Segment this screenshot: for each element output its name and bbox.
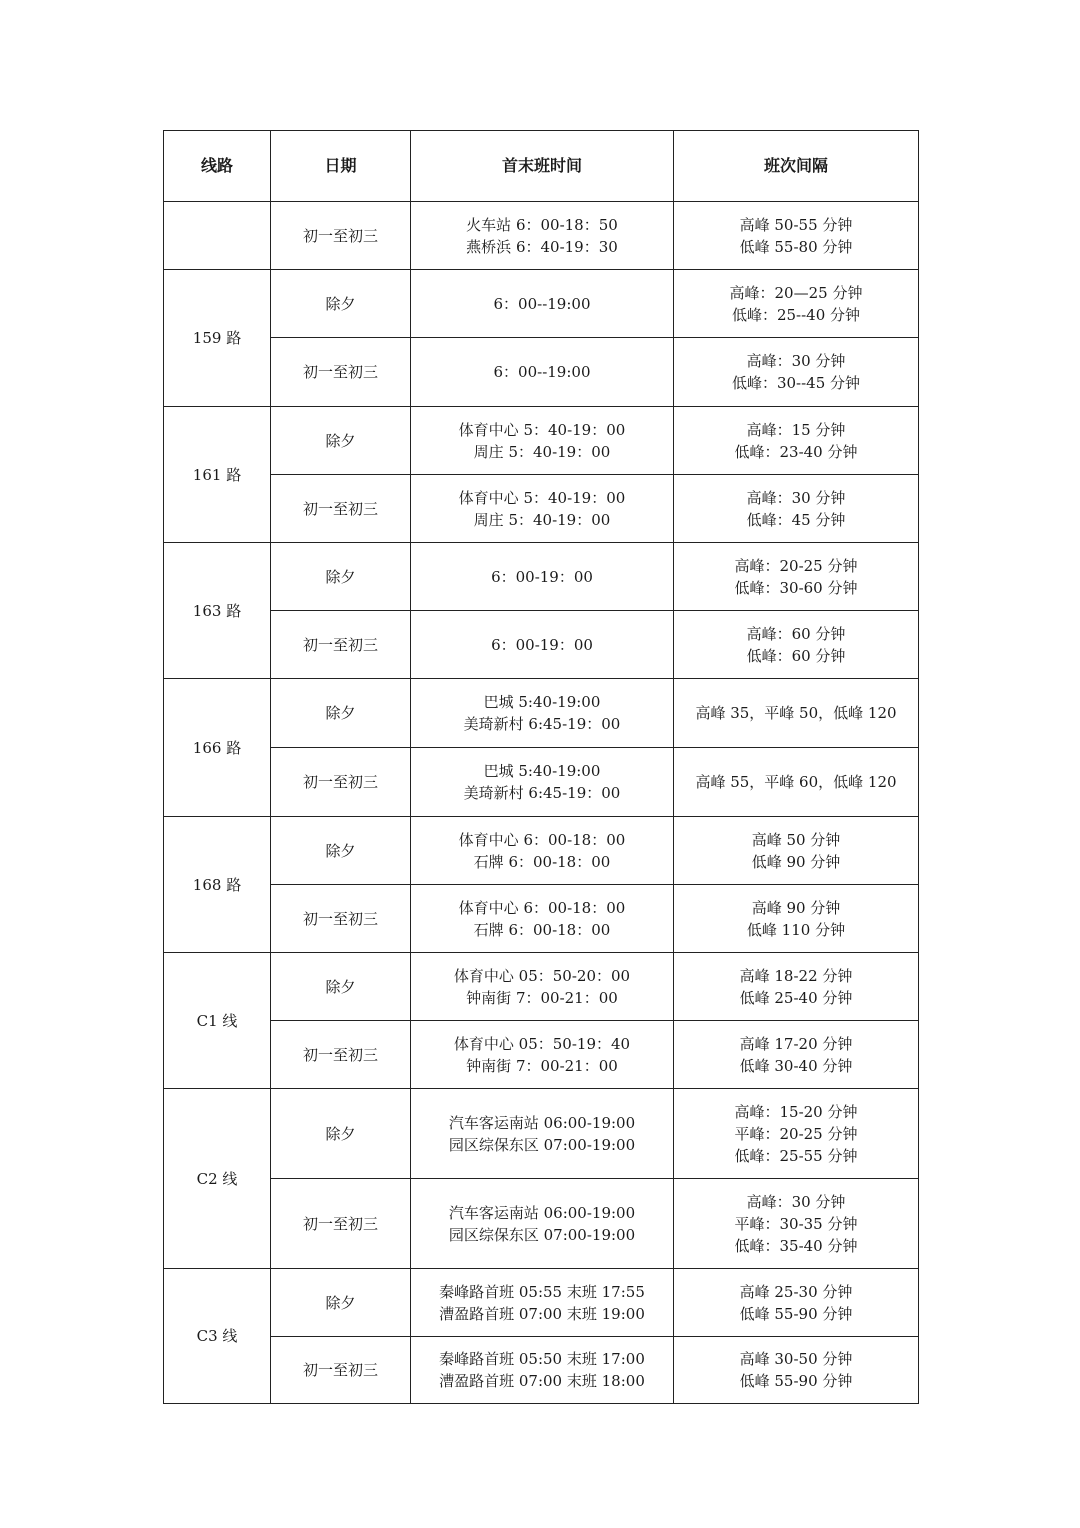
interval-line: 平峰：30-35 分钟 (734, 1214, 858, 1233)
interval-line: 低峰 55-90 分钟 (739, 1372, 853, 1390)
date-cell: 除夕 (271, 1269, 411, 1337)
interval-line: 高峰：60 分钟 (746, 624, 846, 643)
table-row (164, 1021, 919, 1089)
date-cell: 除夕 (271, 679, 411, 748)
route-cell: 161 路 (164, 407, 271, 543)
interval-cell (674, 953, 919, 1021)
table-row (164, 611, 919, 679)
times-line: 漕盈路首班 07:00 末班 19:00 (439, 1304, 645, 1323)
times-line: 体育中心 05：50-20：00 (453, 966, 631, 985)
interval-line: 低峰 110 分钟 (746, 920, 846, 939)
interval-cell (674, 748, 919, 817)
route-cell: C2 线 (164, 1089, 271, 1269)
times-line: 钟南街 7：00-21：00 (466, 1056, 618, 1075)
interval-line: 低峰：35-40 分钟 (734, 1236, 858, 1255)
date-cell: 除夕 (271, 270, 411, 338)
table-row (164, 817, 919, 885)
route-cell: 168 路 (164, 817, 271, 953)
table-header-row (164, 131, 919, 202)
date-cell: 初一至初三 (271, 338, 411, 407)
date-cell: 初一至初三 (271, 611, 411, 679)
times-cell (411, 953, 674, 1021)
interval-line: 高峰 25-30 分钟 (739, 1282, 853, 1301)
times-line: 石牌 6：00-18：00 (473, 920, 611, 939)
interval-cell (674, 202, 919, 270)
table-row (164, 202, 919, 270)
interval-line: 高峰 90 分钟 (751, 898, 841, 917)
times-line: 巴城 5:40-19:00 (483, 762, 601, 780)
header-times: 首末班时间 (411, 131, 674, 202)
table-row (164, 543, 919, 611)
interval-line: 高峰：30 分钟 (746, 1192, 846, 1211)
date-cell: 除夕 (271, 817, 411, 885)
bus-schedule-table (163, 130, 919, 1404)
table-row (164, 1337, 919, 1404)
date-cell: 初一至初三 (271, 1179, 411, 1269)
interval-line: 低峰：23-40 分钟 (734, 442, 858, 461)
header-date: 日期 (271, 131, 411, 202)
times-line: 6：00--19:00 (493, 363, 591, 381)
times-line: 燕桥浜 6：40-19：30 (466, 237, 618, 256)
table-row (164, 679, 919, 748)
times-line: 钟南街 7：00-21：00 (466, 988, 618, 1007)
times-line: 美琦新村 6:45-19：00 (463, 715, 621, 733)
interval-cell (674, 543, 919, 611)
times-cell (411, 475, 674, 543)
table-row (164, 475, 919, 543)
times-line: 火车站 6：00-18：50 (466, 215, 618, 234)
times-cell (411, 270, 674, 338)
date-cell: 除夕 (271, 407, 411, 475)
date-cell: 除夕 (271, 543, 411, 611)
times-cell (411, 1089, 674, 1179)
times-cell (411, 1179, 674, 1269)
interval-line: 高峰 50 分钟 (751, 830, 841, 849)
interval-line: 高峰 50-55 分钟 (739, 215, 853, 234)
table-row (164, 1179, 919, 1269)
interval-line: 高峰：30 分钟 (746, 352, 846, 370)
interval-line: 高峰：30 分钟 (746, 488, 846, 507)
times-line: 体育中心 05：50-19：40 (453, 1034, 631, 1053)
date-cell: 初一至初三 (271, 475, 411, 543)
interval-line: 平峰：20-25 分钟 (734, 1124, 858, 1143)
times-line: 汽车客运南站 06:00-19:00 (448, 1113, 636, 1132)
times-cell (411, 748, 674, 817)
table-row (164, 885, 919, 953)
interval-cell (674, 885, 919, 953)
times-line: 园区综保东区 07:00-19:00 (448, 1225, 636, 1244)
interval-cell (674, 1269, 919, 1337)
table-row (164, 270, 919, 338)
interval-line: 低峰 30-40 分钟 (739, 1056, 853, 1075)
times-line: 漕盈路首班 07:00 末班 18:00 (439, 1372, 645, 1390)
header-interval: 班次间隔 (674, 131, 919, 202)
table-row (164, 1089, 919, 1179)
header-route: 线路 (164, 131, 271, 202)
table-row (164, 748, 919, 817)
times-line: 周庄 5：40-19：00 (473, 442, 611, 461)
table-row (164, 1269, 919, 1337)
interval-line: 高峰 30-50 分钟 (739, 1350, 853, 1368)
interval-cell (674, 1021, 919, 1089)
route-cell: 159 路 (164, 270, 271, 407)
times-line: 体育中心 5：40-19：00 (458, 420, 626, 439)
interval-cell (674, 817, 919, 885)
times-line: 体育中心 5：40-19：00 (458, 488, 626, 507)
times-cell (411, 338, 674, 407)
times-line: 体育中心 6：00-18：00 (458, 830, 626, 849)
times-line: 汽车客运南站 06:00-19:00 (448, 1203, 636, 1222)
times-line: 周庄 5：40-19：00 (473, 510, 611, 529)
route-cell: C1 线 (164, 953, 271, 1089)
times-line: 秦峰路首班 05:55 末班 17:55 (439, 1282, 645, 1301)
table-row (164, 338, 919, 407)
route-cell (164, 202, 271, 270)
date-cell: 初一至初三 (271, 202, 411, 270)
interval-line: 低峰 90 分钟 (751, 852, 841, 871)
interval-cell (674, 679, 919, 748)
interval-cell (674, 475, 919, 543)
interval-line: 低峰：60 分钟 (746, 646, 846, 665)
interval-line: 低峰：25--40 分钟 (731, 305, 861, 324)
date-cell: 除夕 (271, 953, 411, 1021)
times-line: 体育中心 6：00-18：00 (458, 898, 626, 917)
interval-line: 高峰 18-22 分钟 (739, 966, 853, 985)
interval-line: 高峰：20—25 分钟 (729, 283, 863, 302)
table-row (164, 953, 919, 1021)
times-cell (411, 543, 674, 611)
times-line: 美琦新村 6:45-19：00 (463, 784, 621, 802)
interval-cell (674, 1089, 919, 1179)
interval-cell (674, 270, 919, 338)
times-cell (411, 407, 674, 475)
date-cell: 初一至初三 (271, 748, 411, 817)
times-line: 6：00-19：00 (491, 635, 593, 654)
times-cell (411, 679, 674, 748)
interval-line: 高峰：15-20 分钟 (734, 1102, 858, 1121)
times-line: 石牌 6：00-18：00 (473, 852, 611, 871)
table-row (164, 407, 919, 475)
times-cell (411, 611, 674, 679)
interval-line: 低峰：30--45 分钟 (731, 374, 861, 392)
interval-line: 高峰：15 分钟 (746, 420, 846, 439)
times-cell (411, 817, 674, 885)
interval-line: 高峰 35，平峰 50，低峰 120 (695, 704, 897, 722)
interval-line: 低峰 55-80 分钟 (739, 237, 853, 256)
date-cell: 除夕 (271, 1089, 411, 1179)
interval-cell (674, 338, 919, 407)
times-cell (411, 1269, 674, 1337)
times-line: 6：00-19：00 (491, 567, 593, 586)
interval-line: 高峰 55，平峰 60，低峰 120 (695, 773, 897, 791)
times-cell (411, 1337, 674, 1404)
times-line: 秦峰路首班 05:50 末班 17:00 (439, 1350, 645, 1368)
interval-line: 低峰：45 分钟 (746, 510, 846, 529)
times-cell (411, 202, 674, 270)
route-cell: 163 路 (164, 543, 271, 679)
date-cell: 初一至初三 (271, 1021, 411, 1089)
interval-line: 高峰：20-25 分钟 (734, 556, 858, 575)
interval-line: 低峰 25-40 分钟 (739, 988, 853, 1007)
date-cell: 初一至初三 (271, 885, 411, 953)
date-cell: 初一至初三 (271, 1337, 411, 1404)
times-line: 6：00--19:00 (493, 294, 591, 313)
times-line: 园区综保东区 07:00-19:00 (448, 1135, 636, 1154)
times-cell (411, 885, 674, 953)
interval-cell (674, 1179, 919, 1269)
interval-line: 低峰：25-55 分钟 (734, 1146, 858, 1165)
route-cell: 166 路 (164, 679, 271, 817)
times-cell (411, 1021, 674, 1089)
interval-line: 低峰：30-60 分钟 (734, 578, 858, 597)
interval-cell (674, 407, 919, 475)
route-cell: C3 线 (164, 1269, 271, 1404)
interval-cell (674, 611, 919, 679)
interval-cell (674, 1337, 919, 1404)
interval-line: 高峰 17-20 分钟 (739, 1034, 853, 1053)
interval-line: 低峰 55-90 分钟 (739, 1304, 853, 1323)
times-line: 巴城 5:40-19:00 (483, 693, 601, 711)
